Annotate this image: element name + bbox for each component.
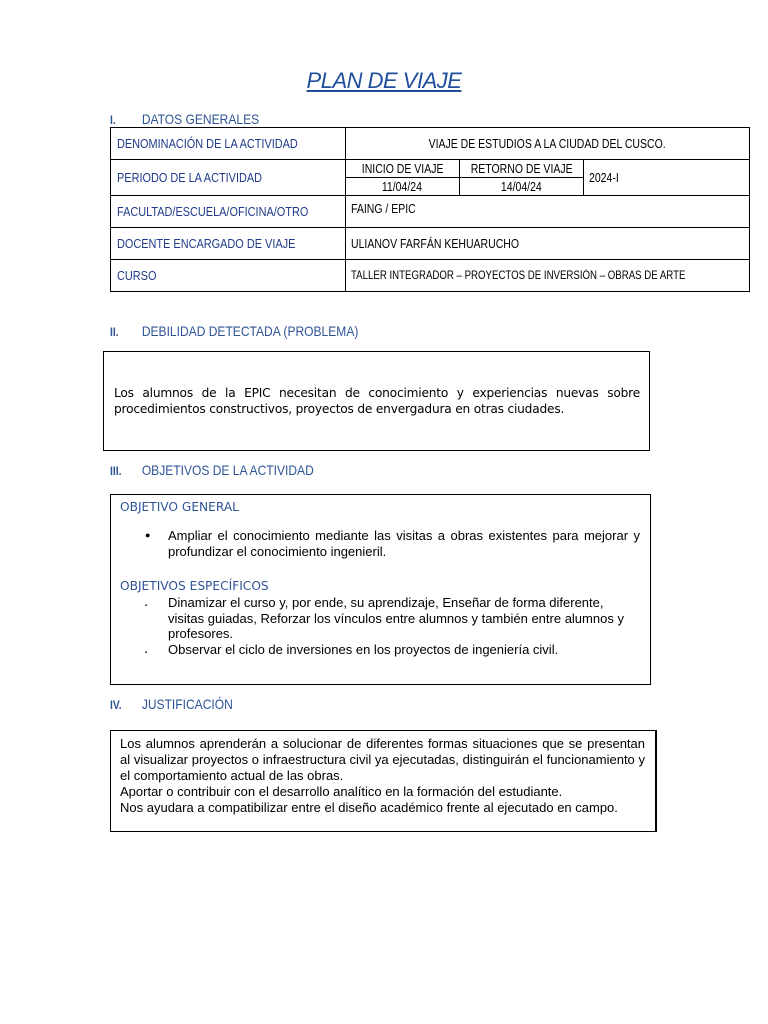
table-row [111, 128, 750, 160]
periodo-label: PERIODO DE LA ACTIVIDAD [111, 160, 346, 196]
page-title: PLAN DE VIAJE [306, 68, 462, 93]
bullet-icon: ▪ [145, 603, 148, 609]
section-heading-problema [110, 323, 358, 339]
section-number: I. [110, 113, 116, 127]
list-item [111, 528, 640, 559]
section-label: DEBILIDAD DETECTADA (PROBLEMA) [141, 323, 359, 339]
objetivos-especificos-heading: OBJETIVOS ESPECÍFICOS [120, 579, 269, 593]
bullet-icon: ● [145, 530, 151, 540]
justificacion-line: Nos ayudara a compatibilizar entre el diseño académico frente al ejecutado en campo. [120, 800, 618, 815]
retorno-value: 14/04/24 [459, 178, 583, 196]
objetivo-general-heading: OBJETIVO GENERAL [120, 500, 239, 514]
facultad-label: FACULTAD/ESCUELA/OFICINA/OTRO [111, 196, 346, 228]
list-item-text: Ampliar el conocimiento mediante las visitas a obras existentes para mejorar y profundizar el conocimiento ingenieril. [168, 528, 640, 559]
table-row [111, 160, 750, 178]
docente-label: DOCENTE ENCARGADO DE VIAJE [111, 228, 346, 260]
problema-text: Los alumnos de la EPIC necesitan de conocimiento y experiencias nuevas sobre procedimientos constructivos, proyectos de envergadura en otras ciudades. [114, 386, 640, 416]
denominacion-value: VIAJE DE ESTUDIOS A LA CIUDAD DEL CUSCO. [345, 128, 749, 160]
section-heading-justificacion [110, 696, 233, 712]
inicio-label: INICIO DE VIAJE [345, 160, 459, 178]
bullet-icon: ▪ [145, 649, 148, 656]
justificacion-line: Aportar o contribuir con el desarrollo analítico en la formación del estudiante. [120, 784, 563, 799]
table-row [111, 260, 750, 292]
facultad-value: FAING / EPIC [345, 196, 749, 228]
section-number: III. [110, 464, 122, 478]
general-data-table [110, 127, 750, 292]
section-heading-objetivos [110, 462, 314, 478]
section-label: JUSTIFICACIÓN [141, 696, 233, 712]
objetivos-box [110, 494, 651, 685]
justificacion-line: Los alumnos aprenderán a solucionar de diferentes formas situaciones que se presentan al visualizar proyectos o infraestructura civil ya ejecutadas, distinguirán el funcionamiento y el comportamiento actual de las obras. [120, 736, 645, 783]
problema-box [103, 351, 650, 451]
curso-value: TALLER INTEGRADOR – PROYECTOS DE INVERSIÓN – OBRAS DE ARTE [345, 260, 749, 292]
objetivo-general-list [111, 528, 640, 559]
list-item-text: Observar el ciclo de inversiones en los proyectos de ingeniería civil. [168, 641, 559, 657]
retorno-label: RETORNO DE VIAJE [459, 160, 583, 178]
section-label: DATOS GENERALES [141, 111, 260, 127]
table-row [111, 196, 750, 228]
denominacion-label: DENOMINACIÓN DE LA ACTIVIDAD [111, 128, 346, 160]
section-label: OBJETIVOS DE LA ACTIVIDAD [141, 462, 314, 478]
section-heading-datos-generales [110, 111, 259, 127]
inicio-value: 11/04/24 [345, 178, 459, 196]
list-item [111, 595, 640, 642]
semestre-value: 2024-I [583, 160, 749, 196]
justificacion-box [110, 730, 657, 832]
table-row [111, 228, 750, 260]
section-number: IV. [110, 698, 122, 712]
list-item [111, 642, 640, 658]
justificacion-text [120, 736, 645, 816]
docente-value: ULIANOV FARFÁN KEHUARUCHO [345, 228, 749, 260]
list-item-text: Dinamizar el curso y, por ende, su aprendizaje, Enseñar de forma diferente, visitas guiadas, Reforzar los vínculos entre alumnos y también entre alumnos y profesores. [168, 595, 624, 641]
section-number: II. [110, 325, 119, 339]
objetivos-especificos-list [111, 595, 640, 657]
curso-label: CURSO [111, 260, 346, 292]
